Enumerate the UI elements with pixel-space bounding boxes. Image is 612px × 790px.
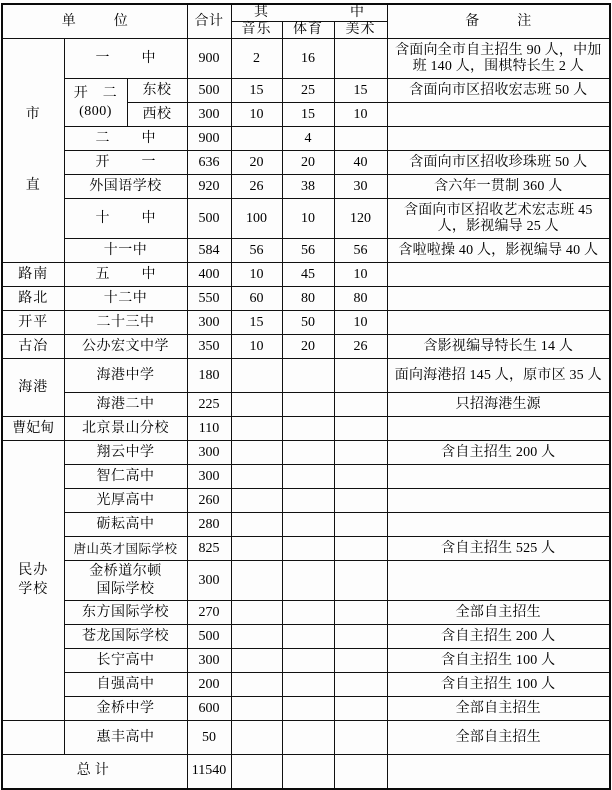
total-value: 584 (187, 239, 231, 263)
total-value: 225 (187, 393, 231, 417)
school-name: 翔云中学 (64, 441, 187, 465)
note-value: 含面向市区招收艺术宏志班 45 人，影视编导 25 人 (387, 199, 610, 239)
art-value (334, 359, 387, 393)
art-value: 15 (334, 79, 387, 103)
table-head (2, 4, 610, 39)
sports-value: 16 (282, 39, 334, 79)
music-value (231, 561, 282, 601)
total-value: 110 (187, 417, 231, 441)
music-value: 10 (231, 263, 282, 287)
sports-value: 38 (282, 175, 334, 199)
music-value (231, 625, 282, 649)
school-name: 十一中 (64, 239, 187, 263)
school-name: 海港中学 (64, 359, 187, 393)
school-name: 外国语学校 (64, 175, 187, 199)
table-row (2, 441, 610, 465)
total-value: 280 (187, 513, 231, 537)
grand-total-art (334, 755, 387, 789)
sports-value (282, 441, 334, 465)
school-name: 砺耘高中 (64, 513, 187, 537)
header-among: 其 中 (231, 4, 387, 22)
art-value (334, 465, 387, 489)
grand-total-row (2, 755, 610, 789)
art-value (334, 513, 387, 537)
art-value (334, 441, 387, 465)
art-value: 30 (334, 175, 387, 199)
note-value: 只招海港生源 (387, 393, 610, 417)
total-value: 920 (187, 175, 231, 199)
note-value: 含面向市区招收珍珠班 50 人 (387, 151, 610, 175)
grand-total-label: 总计 (2, 755, 187, 789)
art-value: 80 (334, 287, 387, 311)
region-line-1: 市 (25, 106, 41, 122)
art-value (334, 417, 387, 441)
art-value (334, 393, 387, 417)
total-value: 500 (187, 199, 231, 239)
region-line-2: 学校 (18, 581, 49, 597)
school-name: 二 中 (64, 127, 187, 151)
sports-value (282, 697, 334, 721)
sports-value: 10 (282, 199, 334, 239)
music-value: 15 (231, 79, 282, 103)
school-name: 五 中 (64, 263, 187, 287)
school-name: 苍龙国际学校 (64, 625, 187, 649)
music-value (231, 441, 282, 465)
table-row (2, 489, 610, 513)
school-name: 唐山英才国际学校 (64, 537, 187, 561)
table-row (2, 127, 610, 151)
note-value: 全部自主招生 (387, 601, 610, 625)
school-name: 开 一 (64, 151, 187, 175)
region-line-2: 直 (25, 177, 41, 193)
art-value (334, 625, 387, 649)
sports-value: 56 (282, 239, 334, 263)
total-value: 825 (187, 537, 231, 561)
sports-value (282, 393, 334, 417)
art-value: 120 (334, 199, 387, 239)
school-name: 海港二中 (64, 393, 187, 417)
sports-value (282, 625, 334, 649)
music-value (231, 537, 282, 561)
school-name: 光厚高中 (64, 489, 187, 513)
note-value (387, 263, 610, 287)
school-name: 东方国际学校 (64, 601, 187, 625)
school-name: 自强高中 (64, 673, 187, 697)
music-value (231, 721, 282, 755)
school-line-2: (800) (79, 103, 112, 119)
art-value: 56 (334, 239, 387, 263)
table-row (2, 697, 610, 721)
table-row (2, 79, 610, 103)
sports-value: 50 (282, 311, 334, 335)
total-value: 200 (187, 673, 231, 697)
note-value: 含面向市区招收宏志班 50 人 (387, 79, 610, 103)
school-name: 智仁高中 (64, 465, 187, 489)
table-row (2, 513, 610, 537)
music-value (231, 393, 282, 417)
sports-value: 20 (282, 151, 334, 175)
sports-value (282, 561, 334, 601)
music-value (231, 673, 282, 697)
total-value: 636 (187, 151, 231, 175)
total-value: 180 (187, 359, 231, 393)
enrollment-table (1, 3, 611, 790)
art-value (334, 561, 387, 601)
music-value: 10 (231, 103, 282, 127)
table-row (2, 239, 610, 263)
table-row (2, 151, 610, 175)
art-value (334, 697, 387, 721)
note-value: 含六年一贯制 360 人 (387, 175, 610, 199)
art-value: 10 (334, 103, 387, 127)
music-value (231, 697, 282, 721)
school-line-1: 开 二 (73, 85, 118, 101)
school-name: 北京景山分校 (64, 417, 187, 441)
region-cell-shizhi (2, 39, 64, 263)
table-row (2, 537, 610, 561)
region-cell-lunan: 路南 (2, 263, 64, 287)
table-row (2, 625, 610, 649)
music-value (231, 359, 282, 393)
note-value (387, 561, 610, 601)
total-value: 270 (187, 601, 231, 625)
art-value (334, 649, 387, 673)
sports-value (282, 673, 334, 697)
header-art: 美术 (334, 22, 387, 39)
note-value: 含影视编导特长生 14 人 (387, 335, 610, 359)
table-row (2, 311, 610, 335)
music-value (231, 489, 282, 513)
note-value: 含面向全市自主招生 90 人，中加班 140 人，围棋特长生 2 人 (387, 39, 610, 79)
table-row (2, 287, 610, 311)
total-value: 500 (187, 79, 231, 103)
note-value (387, 513, 610, 537)
note-value: 含自主招生 525 人 (387, 537, 610, 561)
music-value: 15 (231, 311, 282, 335)
art-value (334, 673, 387, 697)
total-value: 50 (187, 721, 231, 755)
total-value: 900 (187, 39, 231, 79)
art-value: 40 (334, 151, 387, 175)
total-value: 260 (187, 489, 231, 513)
header-total: 合计 (187, 4, 231, 39)
note-value: 含自主招生 100 人 (387, 649, 610, 673)
sports-value: 15 (282, 103, 334, 127)
total-value: 400 (187, 263, 231, 287)
sports-value (282, 721, 334, 755)
total-value: 500 (187, 625, 231, 649)
table-row (2, 465, 610, 489)
table-row (2, 649, 610, 673)
note-value (387, 311, 610, 335)
table-row (2, 601, 610, 625)
total-value: 900 (187, 127, 231, 151)
region-cell-caofeidian: 曹妃甸 (2, 417, 64, 441)
music-value: 10 (231, 335, 282, 359)
region-cell-kaiping: 开平 (2, 311, 64, 335)
sports-value (282, 359, 334, 393)
note-value: 全部自主招生 (387, 697, 610, 721)
art-value: 26 (334, 335, 387, 359)
school-name-group (64, 561, 187, 601)
music-value: 20 (231, 151, 282, 175)
art-value (334, 601, 387, 625)
school-line-1: 金桥道尔顿 (89, 563, 162, 579)
total-value: 300 (187, 649, 231, 673)
total-value: 300 (187, 465, 231, 489)
table-row (2, 561, 610, 601)
region-cell-haigang: 海港 (2, 359, 64, 417)
total-value: 350 (187, 335, 231, 359)
school-name: 十二中 (64, 287, 187, 311)
note-value (387, 465, 610, 489)
sports-value (282, 417, 334, 441)
note-value: 含自主招生 200 人 (387, 625, 610, 649)
table-row (2, 175, 610, 199)
music-value: 60 (231, 287, 282, 311)
music-value: 2 (231, 39, 282, 79)
grand-total-note (387, 755, 610, 789)
school-name: 公办宏文中学 (64, 335, 187, 359)
note-value (387, 489, 610, 513)
music-value (231, 513, 282, 537)
school-name: 惠丰高中 (64, 721, 187, 755)
note-value (387, 287, 610, 311)
school-name: 长宁高中 (64, 649, 187, 673)
school-name: 十 中 (64, 199, 187, 239)
table-row (2, 335, 610, 359)
header-music: 音乐 (231, 22, 282, 39)
school-name: 一 中 (64, 39, 187, 79)
art-value: 10 (334, 311, 387, 335)
grand-total-music (231, 755, 282, 789)
grand-total-sports (282, 755, 334, 789)
branch-name: 西校 (127, 103, 187, 127)
school-line-2: 国际学校 (96, 581, 155, 597)
table-row (2, 721, 610, 755)
sports-value: 80 (282, 287, 334, 311)
note-value: 含自主招生 200 人 (387, 441, 610, 465)
total-value: 550 (187, 287, 231, 311)
table-row (2, 199, 610, 239)
music-value: 26 (231, 175, 282, 199)
region-line-1: 民办 (18, 562, 49, 578)
sports-value (282, 649, 334, 673)
art-value (334, 39, 387, 79)
sports-value (282, 601, 334, 625)
note-value: 全部自主招生 (387, 721, 610, 755)
table-row (2, 417, 610, 441)
sports-value (282, 465, 334, 489)
school-name: 二十三中 (64, 311, 187, 335)
sports-value: 25 (282, 79, 334, 103)
sports-value: 20 (282, 335, 334, 359)
note-value: 含啦啦操 40 人，影视编导 40 人 (387, 239, 610, 263)
total-value: 300 (187, 103, 231, 127)
art-value (334, 489, 387, 513)
total-value: 600 (187, 697, 231, 721)
total-value: 300 (187, 561, 231, 601)
sports-value (282, 513, 334, 537)
grand-total-value: 11540 (187, 755, 231, 789)
total-value: 300 (187, 441, 231, 465)
music-value (231, 417, 282, 441)
table-row (2, 393, 610, 417)
sports-value: 4 (282, 127, 334, 151)
table-body (2, 39, 610, 789)
total-value: 300 (187, 311, 231, 335)
music-value (231, 465, 282, 489)
note-value: 含自主招生 100 人 (387, 673, 610, 697)
header-row-1 (2, 4, 610, 22)
note-value (387, 417, 610, 441)
note-value (387, 103, 610, 127)
music-value (231, 601, 282, 625)
region-cell-lubei: 路北 (2, 287, 64, 311)
note-value: 面向海港招 145 人，原市区 35 人 (387, 359, 610, 393)
sports-value (282, 537, 334, 561)
table-row (2, 263, 610, 287)
header-note: 备 注 (387, 4, 610, 39)
music-value (231, 649, 282, 673)
region-cell-minban (2, 441, 64, 721)
art-value (334, 127, 387, 151)
sports-value (282, 489, 334, 513)
table-row (2, 359, 610, 393)
art-value: 10 (334, 263, 387, 287)
header-sports: 体育 (282, 22, 334, 39)
note-value (387, 127, 610, 151)
sports-value: 45 (282, 263, 334, 287)
region-cell-guye: 古冶 (2, 335, 64, 359)
music-value: 100 (231, 199, 282, 239)
music-value (231, 127, 282, 151)
art-value (334, 721, 387, 755)
art-value (334, 537, 387, 561)
school-name: 金桥中学 (64, 697, 187, 721)
region-cell-blank (2, 721, 64, 755)
school-name-group (64, 79, 127, 127)
table-row (2, 673, 610, 697)
header-unit: 单 位 (2, 4, 187, 39)
table-row (2, 39, 610, 79)
music-value: 56 (231, 239, 282, 263)
branch-name: 东校 (127, 79, 187, 103)
